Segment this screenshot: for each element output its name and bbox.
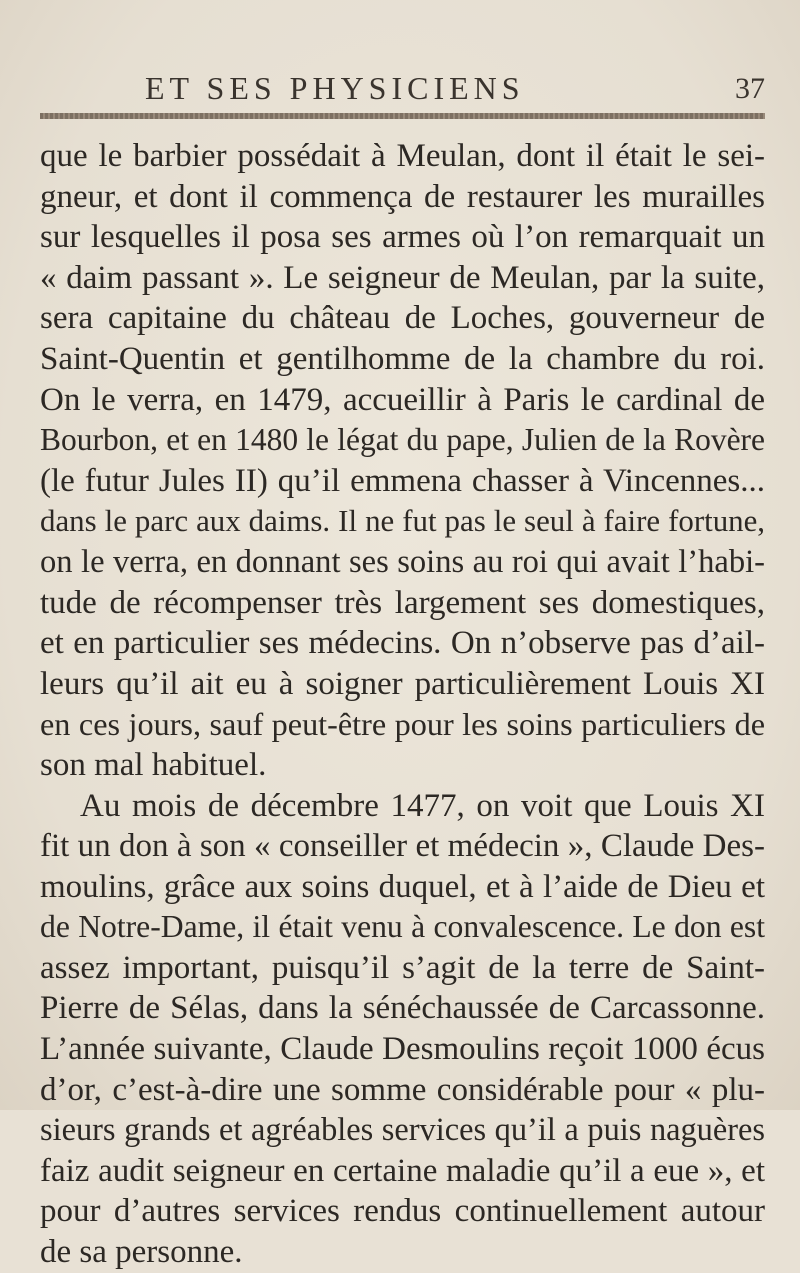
text-line: On le verra, en 1479, accueillir à Paris le cardinal de — [40, 381, 765, 418]
text-line: on le verra, en donnant ses soins au roi qui avait l’habi- — [40, 543, 765, 580]
text-line: sera capitaine du château de Loches, gouverneur de — [40, 300, 765, 337]
text-line: et en particulier ses médecins. On n’observe pas d’ail- — [40, 625, 765, 662]
text-line: son mal habituel. — [40, 746, 267, 783]
text-line: en ces jours, sauf peut-être pour les soins particuliers de — [40, 706, 765, 743]
text-line: pour d’autres services rendus continuellement autour — [40, 1193, 765, 1230]
text-line: fit un don à son « conseiller et médecin », Claude Des- — [40, 828, 765, 865]
page-number: 37 — [735, 72, 765, 105]
text-line: que le barbier possédait à Meulan, dont il était le sei- — [40, 138, 765, 174]
text-line: sieurs grands et agréables services qu’il a puis naguères — [40, 1112, 765, 1149]
text-line: Pierre de Sélas, dans la sénéchaussée de Carcassonne. — [40, 990, 765, 1027]
page-header — [145, 70, 765, 110]
text-line: leurs qu’il ait eu à soigner particulièrement Louis XI — [40, 665, 765, 702]
text-line: faiz audit seigneur en certaine maladie qu’il a eue », et — [40, 1152, 765, 1189]
body-text — [40, 136, 765, 1273]
text-line: moulins, grâce aux soins duquel, et à l’aide de Dieu et — [40, 868, 765, 905]
text-line: L’année suivante, Claude Desmoulins reçoit 1000 écus — [40, 1031, 765, 1068]
text-line: assez important, puisqu’il s’agit de la terre de Saint- — [40, 949, 765, 986]
text-line: sur lesquelles il posa ses armes où l’on remarquait un — [40, 219, 765, 256]
text-line: gneur, et dont il commença de restaurer les murailles — [40, 178, 765, 215]
header-rule — [40, 113, 765, 119]
text-line: « daim passant ». Le seigneur de Meulan, par la suite, — [40, 259, 765, 296]
text-line: de sa personne. — [40, 1234, 243, 1271]
text-line: Au mois de décembre 1477, on voit que Louis XI — [80, 787, 765, 824]
text-line: Bourbon, et en 1480 le légat du pape, Julien de la Rovère — [40, 422, 765, 458]
text-line: Saint-Quentin et gentilhomme de la chambre du roi. — [40, 340, 765, 377]
text-line: tude de récompenser très largement ses domestiques, — [40, 584, 765, 621]
text-line: dans le parc aux daims. Il ne fut pas le seul à faire fortune, — [40, 503, 765, 539]
running-head: ET SES PHYSICIENS — [145, 70, 525, 106]
text-line: d’or, c’est-à-dire une somme considérable pour « plu- — [40, 1071, 765, 1108]
text-line: de Notre-Dame, il était venu à convalescence. Le don est — [40, 909, 765, 945]
text-line: (le futur Jules II) qu’il emmena chasser à Vincennes... — [40, 462, 765, 499]
